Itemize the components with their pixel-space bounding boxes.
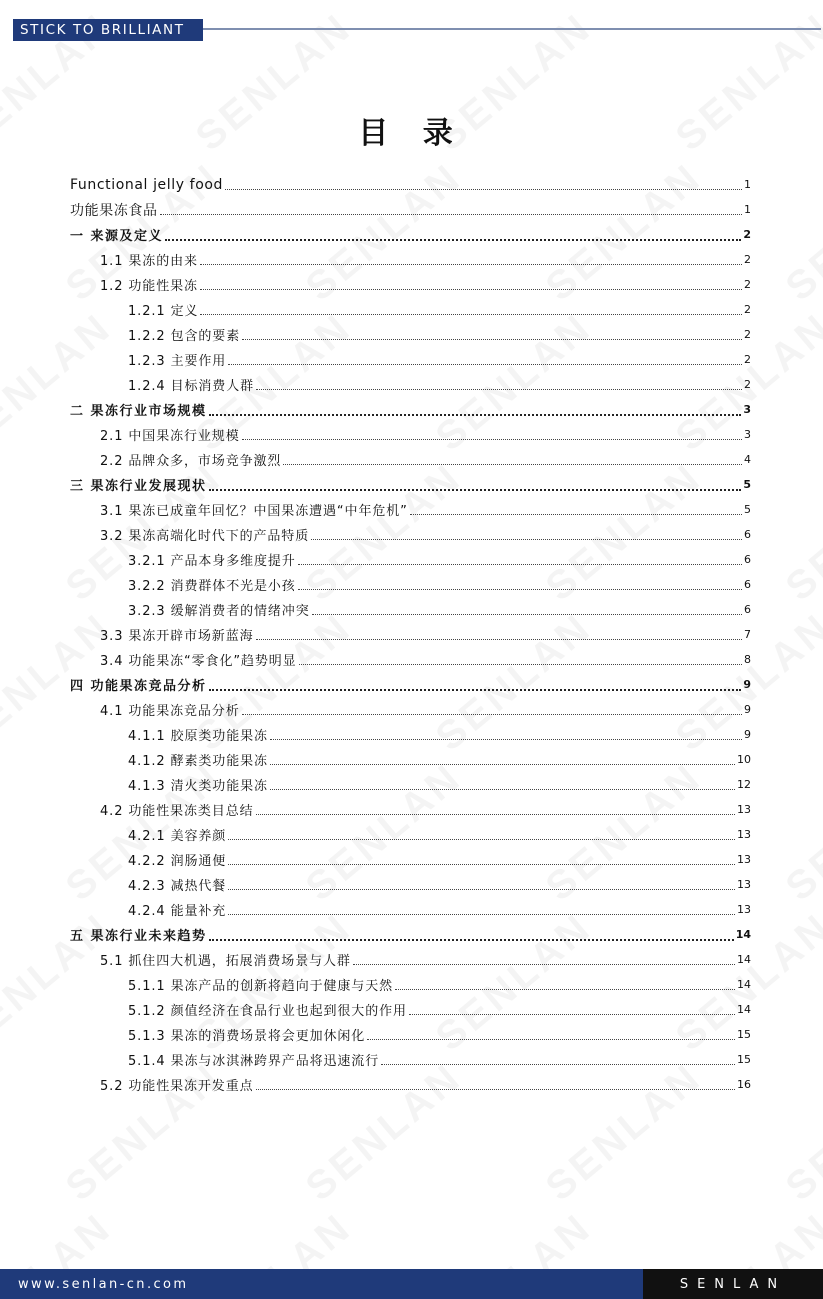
- toc-entry[interactable]: [70, 922, 751, 947]
- toc-leader-dots: [256, 639, 742, 640]
- toc-entry-page: 6: [744, 553, 751, 566]
- toc-entry-page: 2: [744, 328, 751, 341]
- toc-entry-page: 3: [744, 428, 751, 441]
- toc-entry-label: 5.1 抓住四大机遇，拓展消费场景与人群: [100, 954, 351, 969]
- toc-leader-dots: [242, 339, 742, 340]
- toc-entry[interactable]: [100, 497, 751, 522]
- watermark-text: [778, 155, 823, 311]
- toc-entry-label: 1.2.4 目标消费人群: [128, 379, 255, 394]
- toc-entry-page: 2: [743, 228, 751, 241]
- toc-leader-dots: [209, 489, 742, 491]
- header-banner: [13, 19, 203, 41]
- toc-entry[interactable]: [100, 247, 751, 272]
- toc-entry-page: 5: [743, 478, 751, 491]
- footer-url: www.senlan-cn.com: [18, 1276, 189, 1292]
- toc-entry-label: 1.1 果冻的由来: [100, 254, 198, 269]
- toc-entry[interactable]: [128, 847, 751, 872]
- toc-entry-page: 14: [737, 953, 751, 966]
- toc-entry-label: 二 果冻行业市场规模: [70, 404, 207, 419]
- toc-entry-label: 2.2 品牌众多，市场竞争激烈: [100, 454, 282, 469]
- toc-entry-page: 14: [737, 978, 751, 991]
- toc-entry[interactable]: [128, 322, 751, 347]
- toc-entry[interactable]: [128, 297, 751, 322]
- toc-entry[interactable]: [128, 722, 751, 747]
- toc-leader-dots: [200, 314, 742, 315]
- toc-entry-label: 3.2 果冻高端化时代下的产品特质: [100, 529, 310, 544]
- toc-entry-label: 1.2.1 定义: [128, 304, 199, 319]
- watermark-text: [778, 755, 823, 911]
- toc-leader-dots: [242, 439, 742, 440]
- toc-entry-page: 9: [744, 728, 751, 741]
- toc-entry[interactable]: [100, 622, 751, 647]
- toc-entry-page: 2: [744, 353, 751, 366]
- toc-leader-dots: [367, 1039, 735, 1040]
- toc-entry[interactable]: [128, 1047, 751, 1072]
- toc-entry-label: 3.2.2 消费群体不光是小孩: [128, 579, 296, 594]
- toc-entry[interactable]: [128, 372, 751, 397]
- toc-entry-label: 3.1 果冻已成童年回忆？中国果冻遭遇“中年危机”: [100, 504, 408, 519]
- toc-entry-label: Functional jelly food: [70, 176, 224, 193]
- toc-leader-dots: [312, 614, 742, 615]
- toc-entry-page: 1: [744, 178, 751, 191]
- toc-entry-page: 14: [737, 1003, 751, 1016]
- toc-entry-label: 4.1.3 清火类功能果冻: [128, 779, 268, 794]
- toc-leader-dots: [298, 589, 742, 590]
- toc-leader-dots: [395, 989, 735, 990]
- toc-entry[interactable]: [100, 1072, 751, 1097]
- toc-leader-dots: [409, 1014, 735, 1015]
- toc-entry-label: 3.2.1 产品本身多维度提升: [128, 554, 296, 569]
- toc-leader-dots: [410, 514, 742, 515]
- toc-entry[interactable]: [70, 222, 751, 247]
- toc-entry-label: 4.2.3 减热代餐: [128, 879, 227, 894]
- toc-entry-page: 16: [737, 1078, 751, 1091]
- toc-entry-page: 12: [737, 778, 751, 791]
- toc-entry-label: 四 功能果冻竞品分析: [70, 679, 207, 694]
- header-banner-text: STICK TO BRILLIANT: [20, 22, 185, 38]
- toc-entry-label: 4.1.1 胶原类功能果冻: [128, 729, 268, 744]
- toc-leader-dots: [165, 239, 741, 241]
- toc-entry-label: 1.2.3 主要作用: [128, 354, 227, 369]
- toc-entry-page: 6: [744, 578, 751, 591]
- toc-entry-label: 3.4 功能果冻“零食化”趋势明显: [100, 654, 297, 669]
- toc-leader-dots: [283, 464, 742, 465]
- toc-entry[interactable]: [128, 772, 751, 797]
- toc-entry-page: 13: [737, 803, 751, 816]
- toc-leader-dots: [270, 789, 735, 790]
- toc-entry-page: 15: [737, 1053, 751, 1066]
- toc-entry[interactable]: [128, 347, 751, 372]
- footer-bar: [0, 1269, 823, 1299]
- toc-entry-label: 4.1.2 酵素类功能果冻: [128, 754, 268, 769]
- toc-entry[interactable]: [128, 597, 751, 622]
- toc-entry-page: 2: [744, 378, 751, 391]
- toc-entry-label: 4.2 功能性果冻类目总结: [100, 804, 254, 819]
- toc-entry[interactable]: [128, 972, 751, 997]
- toc-leader-dots: [209, 939, 734, 941]
- toc-entry[interactable]: [128, 1022, 751, 1047]
- header-rule: [203, 28, 821, 30]
- toc-entry-page: 5: [744, 503, 751, 516]
- toc-entry-page: 13: [737, 903, 751, 916]
- toc-entry-page: 14: [735, 928, 751, 941]
- toc-entry-page: 2: [744, 303, 751, 316]
- toc-entry[interactable]: [100, 522, 751, 547]
- toc-entry[interactable]: [128, 872, 751, 897]
- toc-leader-dots: [200, 264, 742, 265]
- toc-leader-dots: [256, 814, 735, 815]
- toc-entry-label: 4.1 功能果冻竞品分析: [100, 704, 240, 719]
- toc-entry-label: 功能果冻食品: [70, 202, 158, 219]
- toc-entry-label: 5.1.3 果冻的消费场景将会更加休闲化: [128, 1029, 366, 1044]
- toc-entry[interactable]: [70, 472, 751, 497]
- footer-brand: SENLAN: [643, 1269, 823, 1299]
- page-title: 目 录: [358, 116, 465, 151]
- toc-entry-page: 4: [744, 453, 751, 466]
- toc-entry-page: 13: [737, 853, 751, 866]
- toc-entry[interactable]: [128, 822, 751, 847]
- toc-leader-dots: [311, 539, 742, 540]
- toc-entry-label: 5.1.1 果冻产品的创新将趋向于健康与天然: [128, 979, 394, 994]
- toc-entry-page: 7: [744, 628, 751, 641]
- toc-entry-label: 2.1 中国果冻行业规模: [100, 429, 240, 444]
- toc-entry[interactable]: [128, 547, 751, 572]
- toc-entry-page: 9: [743, 678, 751, 691]
- toc-leader-dots: [270, 739, 742, 740]
- toc-leader-dots: [381, 1064, 735, 1065]
- toc-entry-label: 4.2.2 润肠通便: [128, 854, 227, 869]
- watermark-text: [778, 455, 823, 611]
- toc-entry-page: 13: [737, 828, 751, 841]
- toc-entry[interactable]: [100, 447, 751, 472]
- toc-entry[interactable]: [100, 647, 751, 672]
- toc-entry[interactable]: [128, 997, 751, 1022]
- toc-entry[interactable]: [100, 422, 751, 447]
- toc-entry-page: 13: [737, 878, 751, 891]
- toc-entry-label: 5.2 功能性果冻开发重点: [100, 1079, 254, 1094]
- toc-entry-page: 3: [743, 403, 751, 416]
- toc-leader-dots: [200, 289, 742, 290]
- toc-leader-dots: [228, 839, 735, 840]
- toc-entry-page: 15: [737, 1028, 751, 1041]
- toc-leader-dots: [228, 914, 735, 915]
- toc-leader-dots: [228, 864, 735, 865]
- toc-leader-dots: [228, 364, 742, 365]
- toc-entry-label: 5.1.4 果冻与冰淇淋跨界产品将迅速流行: [128, 1054, 380, 1069]
- toc-leader-dots: [228, 889, 735, 890]
- toc-entry-page: 8: [744, 653, 751, 666]
- toc-entry-label: 4.2.1 美容养颜: [128, 829, 227, 844]
- toc-leader-dots: [256, 1089, 735, 1090]
- toc-entry[interactable]: [100, 697, 751, 722]
- toc-entry-page: 2: [744, 253, 751, 266]
- toc-entry-page: 6: [744, 603, 751, 616]
- toc-entry[interactable]: [128, 572, 751, 597]
- watermark-text: [778, 1055, 823, 1211]
- toc-entry[interactable]: [128, 897, 751, 922]
- toc-entry[interactable]: [128, 747, 751, 772]
- toc-leader-dots: [225, 189, 742, 190]
- toc-entry[interactable]: [70, 197, 751, 222]
- toc-entry-label: 1.2.2 包含的要素: [128, 329, 241, 344]
- toc-entry-label: 五 果冻行业未来趋势: [70, 929, 207, 944]
- toc-leader-dots: [353, 964, 735, 965]
- toc-leader-dots: [160, 214, 742, 215]
- toc-leader-dots: [270, 764, 735, 765]
- toc-entry-page: 1: [744, 203, 751, 216]
- toc-entry-page: 10: [737, 753, 751, 766]
- toc-leader-dots: [242, 714, 742, 715]
- toc-entry[interactable]: [100, 797, 751, 822]
- toc-leader-dots: [209, 414, 742, 416]
- toc-entry-page: 9: [744, 703, 751, 716]
- toc-entry-label: 5.1.2 颜值经济在食品行业也起到很大的作用: [128, 1004, 407, 1019]
- toc-entry[interactable]: [70, 172, 751, 197]
- toc-entry-label: 3.2.3 缓解消费者的情绪冲突: [128, 604, 310, 619]
- toc-entry[interactable]: [70, 397, 751, 422]
- toc-leader-dots: [256, 389, 742, 390]
- toc-leader-dots: [298, 564, 742, 565]
- toc-entry-page: 2: [744, 278, 751, 291]
- toc-entry[interactable]: [100, 947, 751, 972]
- toc-leader-dots: [299, 664, 742, 665]
- toc-entry-label: 4.2.4 能量补充: [128, 904, 227, 919]
- toc-entry[interactable]: [70, 672, 751, 697]
- toc-entry-page: 6: [744, 528, 751, 541]
- toc-entry-label: 三 果冻行业发展现状: [70, 479, 207, 494]
- toc-entry-label: 1.2 功能性果冻: [100, 279, 198, 294]
- toc-entry-label: 3.3 果冻开辟市场新蓝海: [100, 629, 254, 644]
- toc-entry-label: 一 来源及定义: [70, 229, 164, 244]
- toc-leader-dots: [209, 689, 742, 691]
- toc-entry[interactable]: [100, 272, 751, 297]
